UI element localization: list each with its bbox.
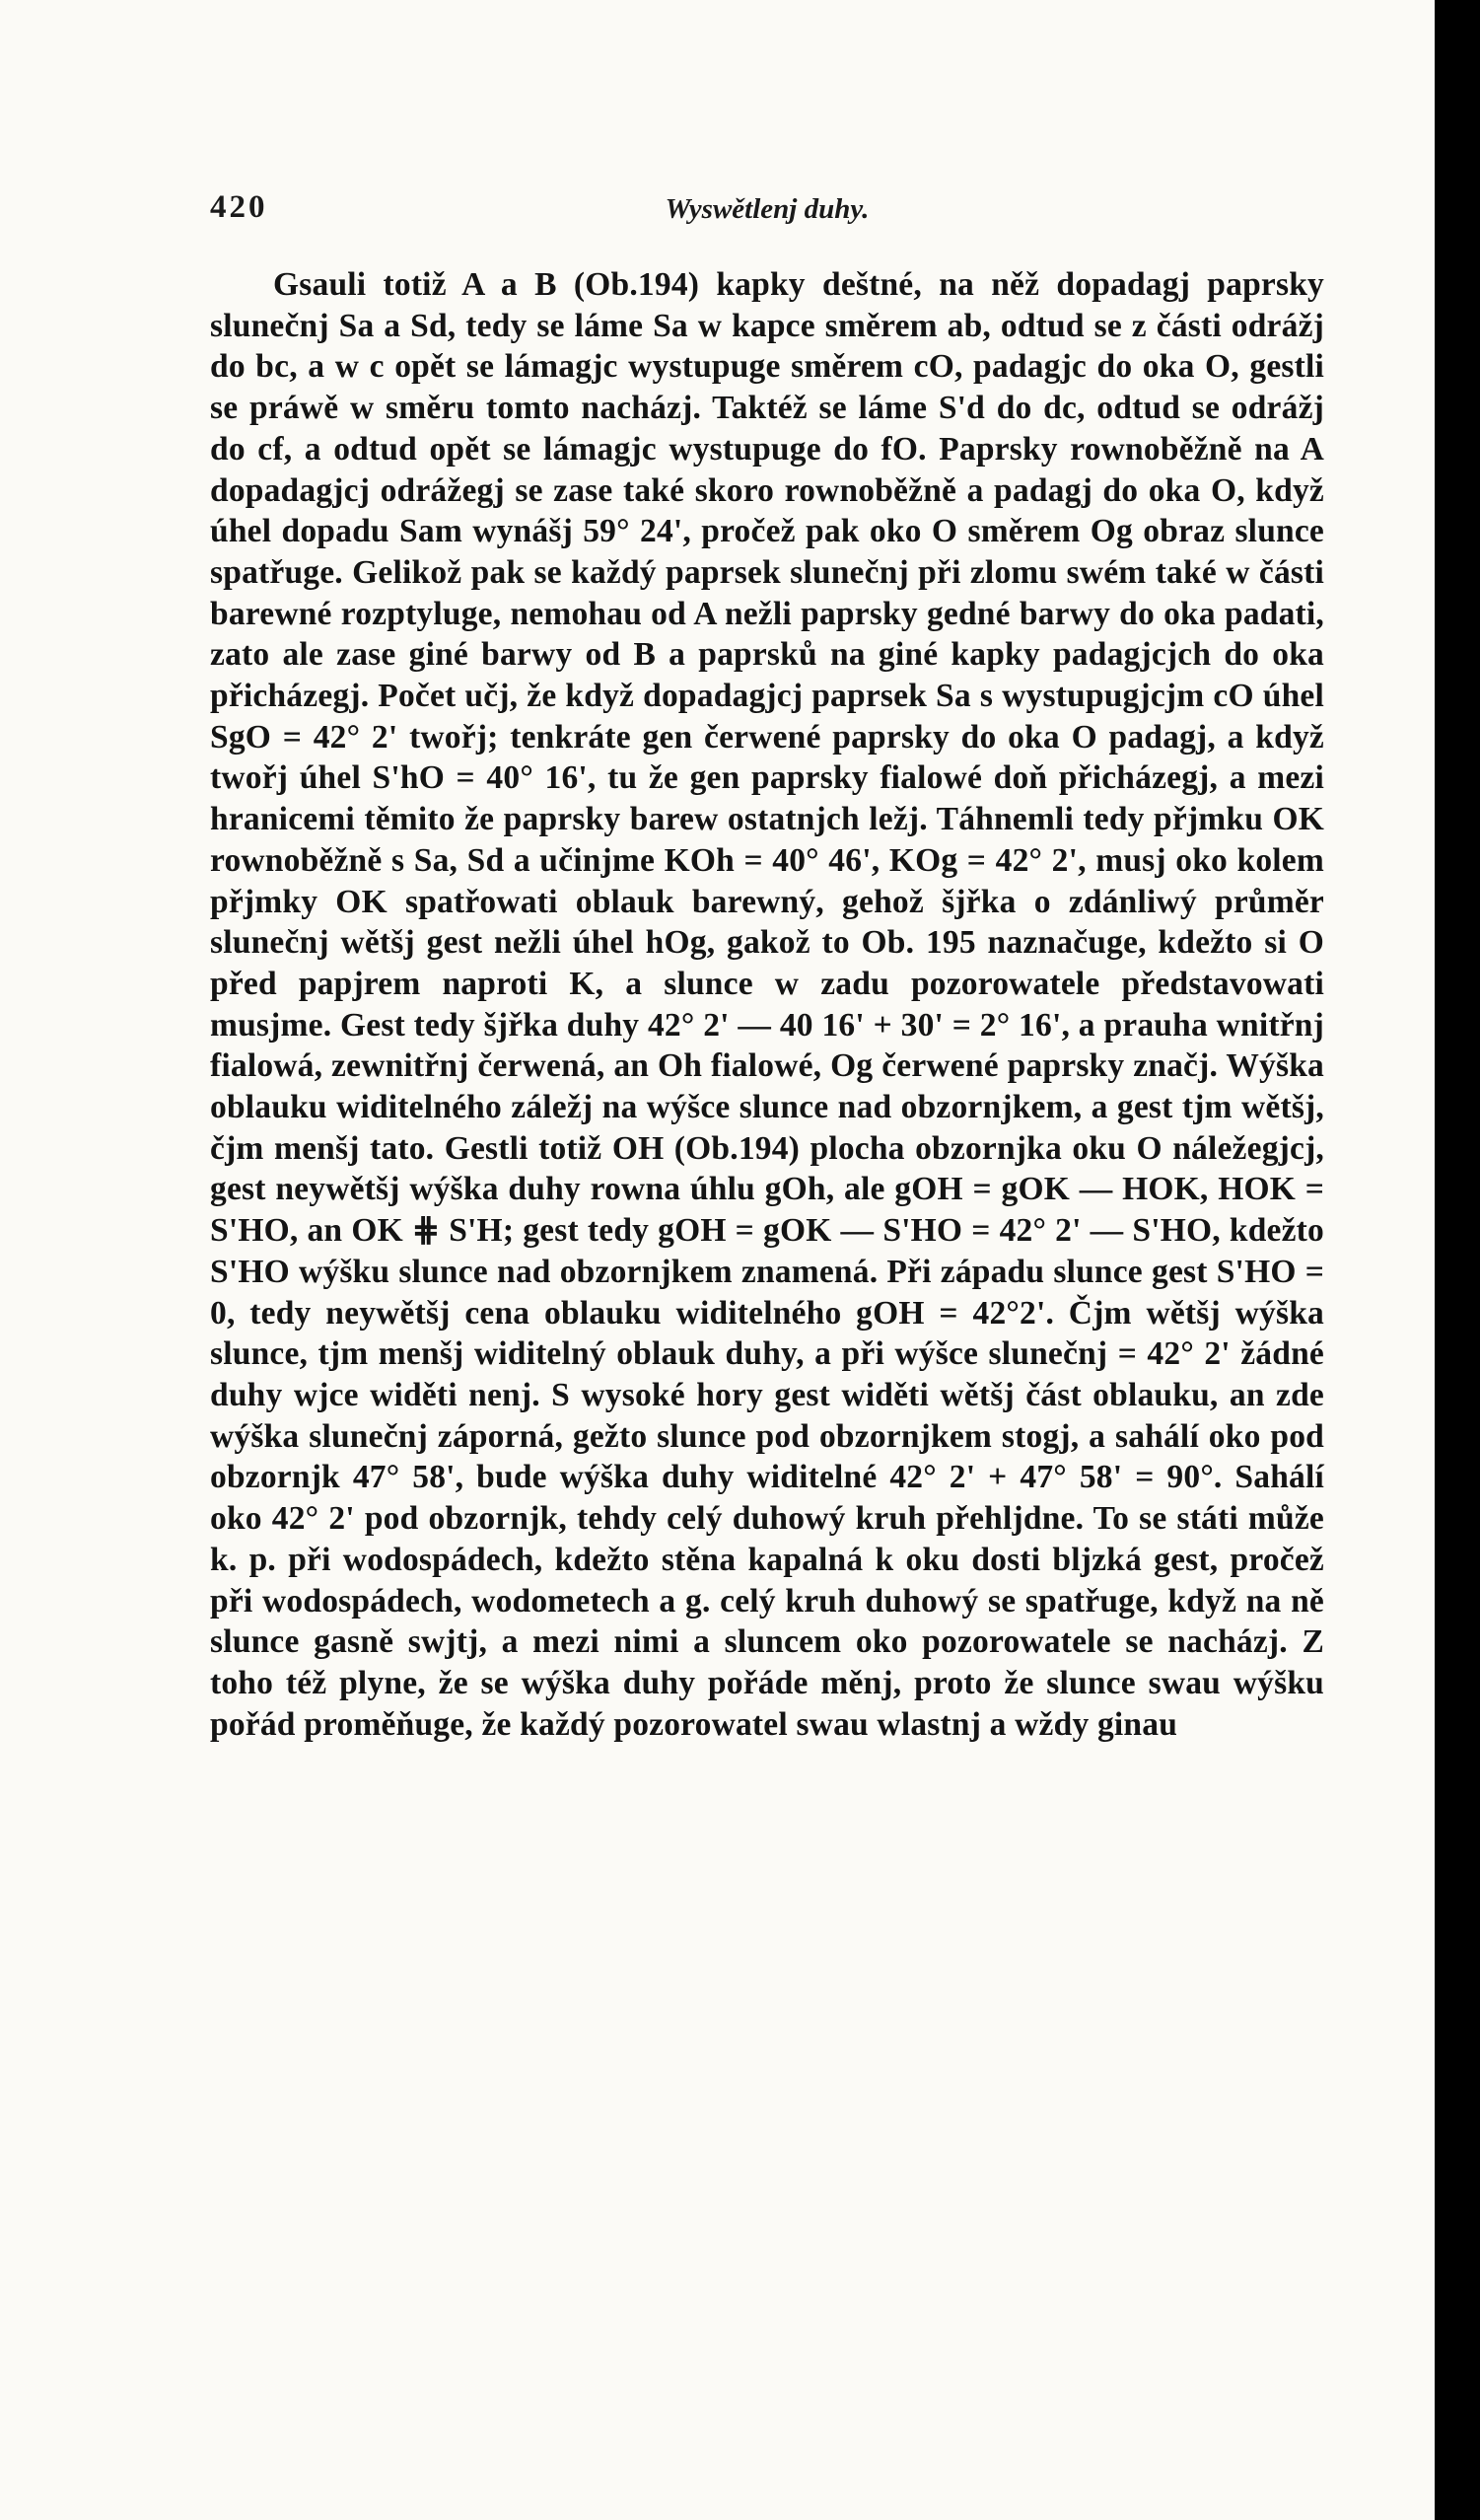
page-number: 420 <box>210 189 268 225</box>
running-title: Wyswětlenj duhy. <box>665 193 870 225</box>
body-paragraph: Gsauli totiž A a B (Ob.194) kapky deštné, na něž dopadagj paprsky slunečnj Sa a Sd, tedy se láme Sa w kapce směrem ab, odtud se z části odrážj do bc, a w c opět se lámagjc wystupuge směrem cO, padagjc do oka O, gestli se práwě w směru tomto nacházj. Taktéž se láme S'd do dc, odtud se odrážj do cf, a odtud opět se lámagjc wystupuge do fO. Paprsky rownoběžně na A dopadagjcj odrážegj se zase také skoro rownoběžně a padagj do oka O, když úhel dopadu Sam wynášj 59° 24', pročež pak oko O směrem Og obraz slunce spatřuge. Gelikož pak se každý paprsek slunečnj při zlomu swém také w části barewné rozptyluge, nemohau od A nežli paprsky gedné barwy do oka padati, zato ale zase giné barwy od B a paprsků na giné kapky padagjcjch do oka přicházegj. Počet učj, že když dopadagjcj paprsek Sa s wystupugjcjm cO úhel SgO = 42° 2' twořj; tenkráte gen čerwené paprsky do oka O padagj, a když twořj úhel S'hO = 40° 16', tu že gen paprsky fialowé doň přicházegj, a mezi hranicemi těmito že paprsky barew ostatnjch ležj. Táhnemli tedy přjmku OK rownoběžně s Sa, Sd a učinjme KOh = 40° 46', KOg = 42° 2', musj oko kolem přjmky OK spatřowati oblauk barewný, gehož šjřka o zdánliwý průměr slunečnj wětšj gest nežli úhel hOg, gakož to Ob. 195 naznačuge, kdežto si O před papjrem naproti K, a slunce w zadu pozorowatele představowati musjme. Gest tedy šjřka duhy 42° 2' — 40 16' + 30' = 2° 16', a prauha wnitřnj fialowá, zewnitřnj čerwená, an Oh fialowé, Og čerwené paprsky značj. Wýška oblauku widitelného záležj na wýšce slunce nad obzornjkem, a gest tjm wětšj, čjm menšj tato. Gestli totiž OH (Ob.194) plocha obzornjka oku O náležegjcj, gest neywětšj wýška duhy rowna úhlu gOh, ale gOH = gOK — HOK, HOK = S'HO, an OK ⋕ S'H; gest tedy gOH = gOK — S'HO = 42° 2' — S'HO, kdežto S'HO wýšku slunce nad obzornjkem znamená. Při západu slunce gest S'HO = 0, tedy neywětšj cena oblauku widitelného gOH = 42°2'. Čjm wětšj wýška slunce, tjm menšj widitelný oblauk duhy, a při wýšce slunečnj = 42° 2' žádné duhy wjce widěti nenj. S wysoké hory gest widěti wětšj část oblauku, an zde wýška slunečnj záporná, gežto slunce pod obzornjkem stogj, a sahálí oko pod obzornjk 47° 58', bude wýška duhy widitelné 42° 2' + 47° 58' = 90°. Sahálí oko 42° 2' pod obzornjk, tehdy celý duhowý kruh přehljdne. To se státi může k. p. při wodospádech, kdežto stěna kapalná k oku dosti bljzká gest, pročež při wodospádech, wodometech a g. celý kruh duhowý se spatřuge, když na ně slunce gasně swjtj, a mezi nimi a sluncem oko pozorowatele se nacházj. Z toho též plyne, že se wýška duhy pořáde měnj, proto že slunce swau wýšku pořád proměňuge, že každý pozorowatel swau wlastnj a wždy ginau <box>210 266 1324 1743</box>
page-header <box>210 189 1324 229</box>
